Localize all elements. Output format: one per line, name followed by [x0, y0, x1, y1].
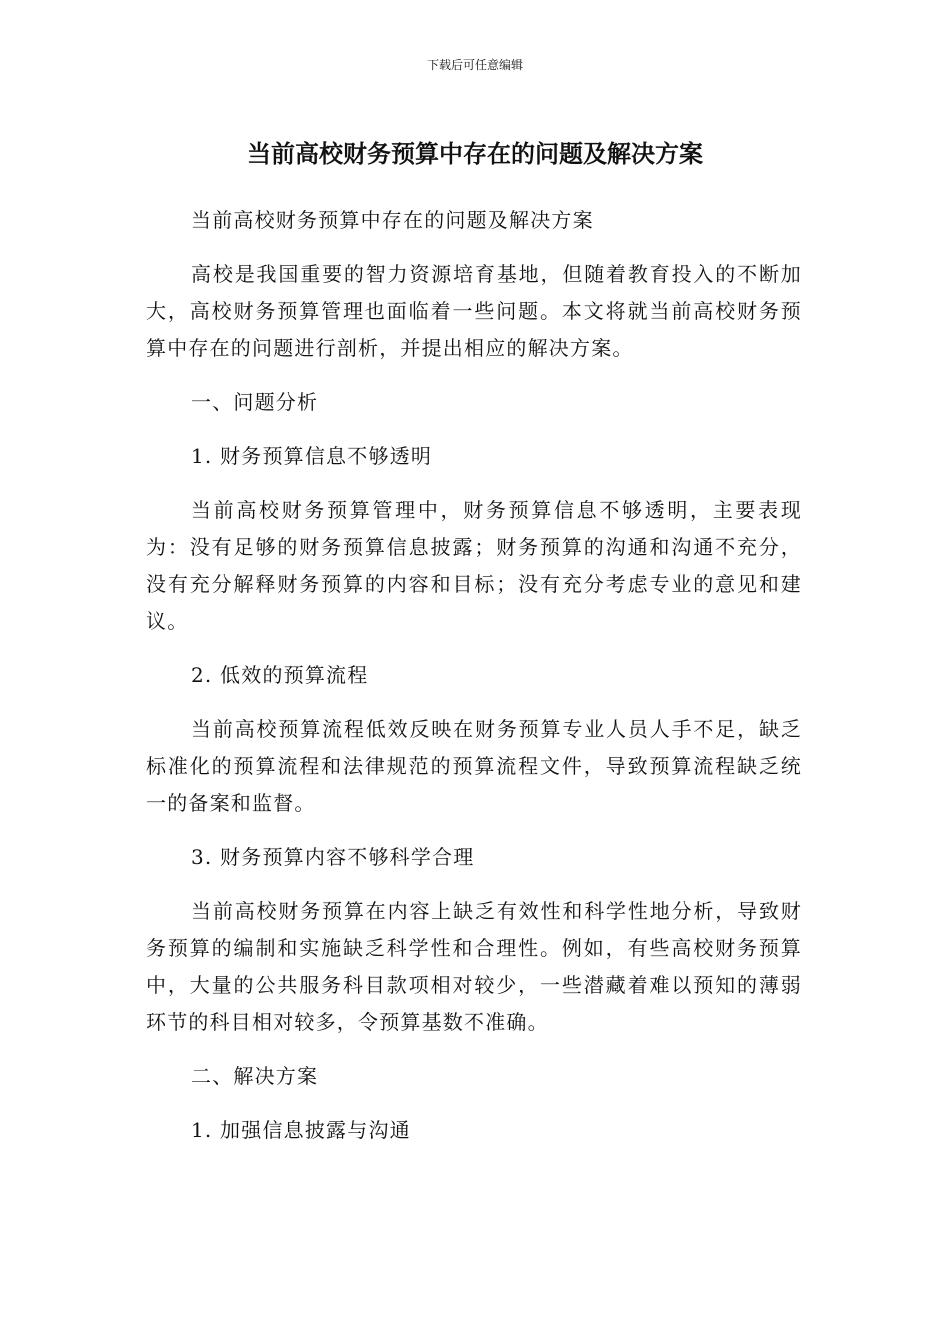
paragraph-repeat-title: 当前高校财务预算中存在的问题及解决方案	[191, 208, 594, 232]
header-note: 下载后可任意编辑	[426, 58, 523, 72]
subheading-3: 3. 财务预算内容不够科学合理	[191, 845, 475, 869]
section-heading-problems: 一、问题分析	[191, 390, 319, 414]
paragraph-3: 当前高校财务预算在内容上缺乏有效性和科学性地分析，导致财务预算的编制和实施缺乏科学性和合理性。例如，有些高校财务预算中，大量的公共服务科目款项相对较少，一些潜藏着难以预知的薄弱环节的科目相对较多，令预算基数不准确。	[146, 899, 802, 1034]
section-heading-solutions: 二、解决方案	[191, 1064, 319, 1088]
subheading-1: 1. 财务预算信息不够透明	[191, 444, 433, 468]
document-body	[146, 202, 802, 1166]
document-title: 当前高校财务预算中存在的问题及解决方案	[247, 140, 703, 168]
paragraph-2: 当前高校预算流程低效反映在财务预算专业人员人手不足，缺乏标准化的预算流程和法律规范的预算流程文件，导致预算流程缺乏统一的备案和监督。	[146, 717, 802, 815]
paragraph-1: 当前高校财务预算管理中，财务预算信息不够透明，主要表现为：没有足够的财务预算信息披露；财务预算的沟通和沟通不充分，没有充分解释财务预算的内容和目标；没有充分考虑专业的意见和建议。	[146, 498, 802, 633]
subheading-solution-1: 1. 加强信息披露与沟通	[191, 1118, 411, 1142]
subheading-2: 2. 低效的预算流程	[191, 663, 369, 687]
paragraph-intro: 高校是我国重要的智力资源培育基地，但随着教育投入的不断加大，高校财务预算管理也面临着一些问题。本文将就当前高校财务预算中存在的问题进行剖析，并提出相应的解决方案。	[146, 262, 802, 360]
